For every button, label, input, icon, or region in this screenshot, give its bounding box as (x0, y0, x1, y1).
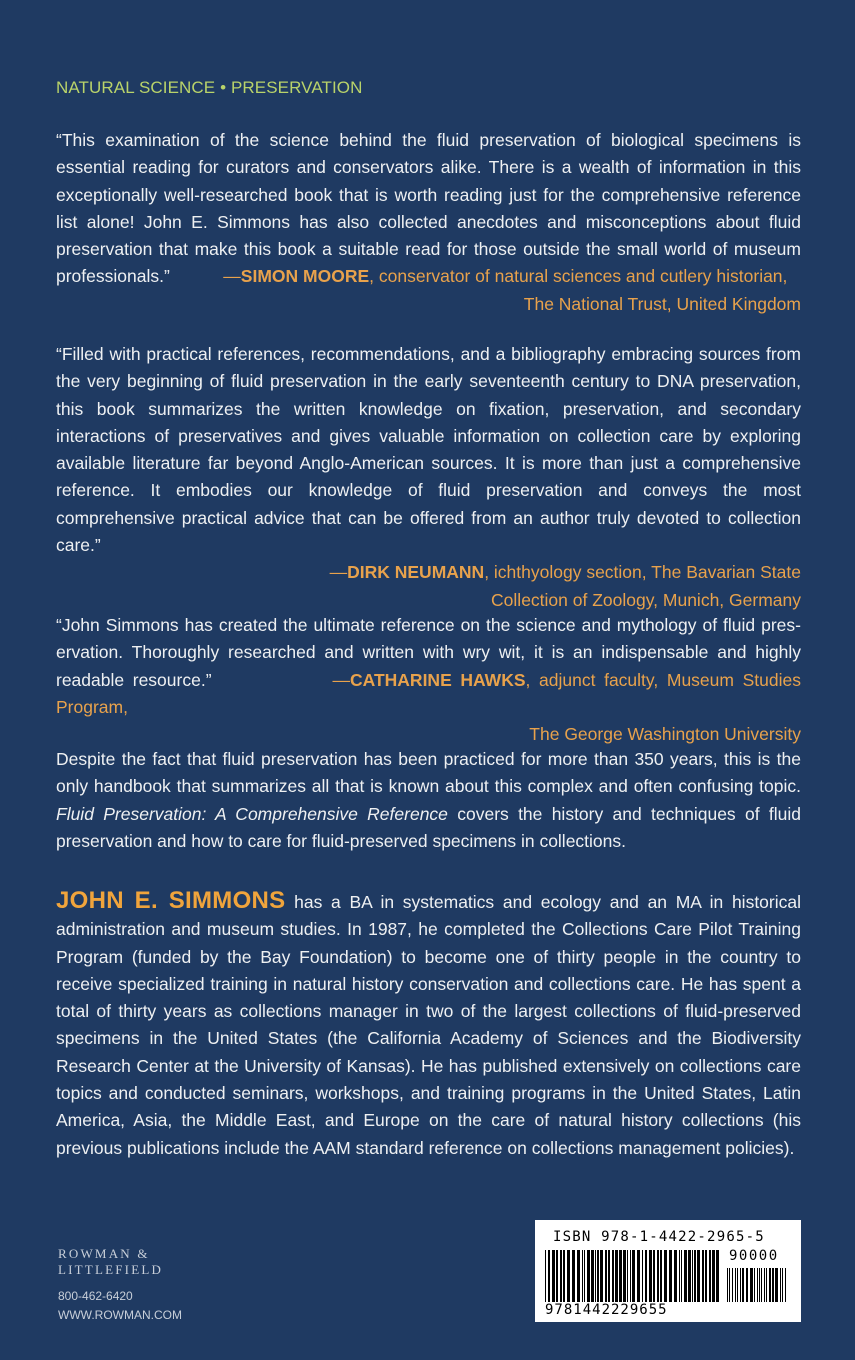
barcode-bar (582, 1250, 583, 1302)
barcode-bar (732, 1268, 733, 1302)
barcode-bar (664, 1250, 667, 1302)
book-title: Fluid Preservation: A Comprehensive Reference (56, 803, 448, 824)
barcode-bar (702, 1250, 704, 1302)
barcode-bar (705, 1250, 707, 1302)
reviewer-org: The National Trust, United Kingdom (523, 293, 801, 314)
barcode-bar (563, 1250, 565, 1302)
reviewer-role: , adjunct faculty, Museum Studies Program, (56, 669, 801, 717)
barcode-bar (552, 1250, 555, 1302)
barcode-bar (577, 1250, 580, 1302)
addon-barcode-bars (727, 1268, 789, 1306)
barcode-bar (766, 1268, 767, 1302)
publisher-logo: ROWMAN & LITTLEFIELD (58, 1246, 164, 1277)
book-description: Despite the fact that fluid preservation has been practiced for more than 350 years, this is the only handbook that summarizes all that is known about this complex and often confusing topic. Fluid Preservation: A Comprehensive Reference covers the history and techniques of fluid preservation and how to care for fluid-preserved specimens in collections. (56, 749, 801, 851)
publisher-contact (58, 1287, 182, 1325)
quote-attribution: —DIRK NEUMANN, ichthyology section, The Bavarian State (329, 562, 801, 583)
barcode-bar (630, 1250, 631, 1302)
ean-number: 9781442229655 (545, 1302, 668, 1318)
barcode-bar (757, 1268, 758, 1302)
isbn-barcode (535, 1220, 801, 1322)
barcode-bar (684, 1250, 687, 1302)
barcode-bar (572, 1250, 575, 1302)
publisher-website: WWW.ROWMAN.COM (58, 1308, 182, 1322)
isbn-number: ISBN 978-1-4422-2965-5 (553, 1229, 765, 1245)
barcode-bar (750, 1268, 753, 1302)
reviewer-name: CATHARINE HAWKS (349, 669, 526, 690)
barcode-bar (587, 1250, 590, 1302)
category-label: NATURAL SCIENCE • PRESERVATION (56, 78, 363, 97)
barcode-bar (615, 1250, 618, 1302)
barcode-bar (759, 1268, 760, 1302)
barcode-bar (688, 1250, 691, 1302)
barcode-bar (597, 1250, 599, 1302)
barcode-bar (556, 1250, 558, 1302)
barcode-bar (674, 1250, 677, 1302)
barcode-bar (632, 1250, 635, 1302)
barcode-bar (679, 1250, 680, 1302)
barcode-bar (692, 1250, 693, 1302)
barcode-bar (775, 1268, 778, 1302)
reviewer-name: SIMON MOORE (240, 266, 370, 287)
barcode-bar (605, 1250, 607, 1302)
quote-text: “This examination of the science behind the fluid preservation of biological specimens is essential reading for curators and conservators alike. There is a wealth of information in this exceptionally well-researched book that is worth reading just for the comprehensive reference list alone! John E. Simmons has also collected anecdotes and misconceptions about fluid preservation that make this book a suitable read for those outside the small world of museum professionals.” (56, 130, 801, 287)
barcode-bar (645, 1250, 647, 1302)
quote-attribution: —CATHARINE HAWKS, adjunct faculty, Museum Studies Program, (56, 669, 801, 717)
price-addon-number: 90000 (729, 1248, 779, 1264)
barcode-bar (782, 1268, 783, 1302)
reviewer-org: The George Washington University (529, 724, 801, 745)
reviewer-role: , conservator of natural sciences and cutlery historian, (369, 266, 788, 287)
barcode-bar (735, 1268, 736, 1302)
barcode-bar (697, 1250, 700, 1302)
reviewer-org: Collection of Zoology, Munich, Germany (491, 589, 801, 610)
ean-barcode-bars (545, 1250, 721, 1306)
barcode-bar (746, 1268, 748, 1302)
barcode-bar (761, 1268, 762, 1302)
bio-text: has a BA in systematics and ecology and an MA in historical administration and museum studies. In 1987, he completed the Collections Care Pilot Training Program (funded by the Bay Foundation) to become one of thirty people in the country to receive specialized training in natural history conservation and collections care. He has spent a total of thirty years as collections manager in two of the largest collections of fluid-preserved specimens in the United States (the California Academy of Sciences and the Biodiversity Research Center at the University of Kansas). He has published extensively on collections care topics and conducted seminars, workshops, and training programs in the United States, Latin America, Asia, the Middle East, and Europe on the care of natural history collections (his previous publications include the AAM standard reference on collections management policies). (56, 892, 802, 1158)
author-bio (56, 887, 801, 1162)
barcode-bar (649, 1250, 652, 1302)
barcode-bar (709, 1250, 711, 1302)
barcode-bar (712, 1250, 715, 1302)
barcode-bar (623, 1250, 626, 1302)
barcode-bar (780, 1268, 781, 1302)
barcode-bar (681, 1250, 682, 1302)
barcode-bar (669, 1250, 672, 1302)
quote-text: “John Simmons has created the ultimate reference on the science and mythology of fluid preservation. Thoroughly researched and written with wry wit, it is an indispensable and highly readable resource.” (56, 615, 801, 690)
review-quote-3 (56, 612, 801, 748)
barcode-bar (737, 1268, 738, 1302)
publisher-phone: 800-462-6420 (58, 1289, 133, 1303)
barcode-bar (729, 1268, 730, 1302)
barcode-bar (619, 1250, 622, 1302)
barcode-bar (591, 1250, 594, 1302)
quote-attribution: —SIMON MOORE, conservator of natural sciences and cutlery historian, (223, 266, 788, 287)
reviewer-name: DIRK NEUMANN (347, 562, 485, 583)
barcode-bar (548, 1250, 550, 1302)
barcode-bar (727, 1268, 728, 1302)
barcode-bar (754, 1268, 755, 1302)
barcode-bar (627, 1250, 628, 1302)
reviewer-role: , ichthyology section, The Bavarian State (484, 562, 801, 583)
review-quote-2 (56, 341, 801, 614)
barcode-bar (772, 1268, 774, 1302)
barcode-bar (642, 1250, 643, 1302)
barcode-bar (694, 1250, 696, 1302)
barcode-bar (657, 1250, 659, 1302)
barcode-bar (716, 1250, 719, 1302)
quote-text: “Filled with practical references, recommendations, and a bibliography embracing sources from the very beginning of fluid preservation in the early seventeenth century to DNA preservation, this book summarizes the written knowledge on fixation, preservation, and secondary interactions of preservatives and gives valuable information on collection care by exploring available literature far beyond Anglo-American sources. It is more than just a comprehensive reference. It embodies our knowledge of fluid preservation and conveys the most comprehensive practical advice that can be offered from an author truly devoted to collection care.” (56, 344, 801, 556)
barcode-bar (560, 1250, 562, 1302)
author-name: JOHN E. SIMMONS (56, 887, 286, 914)
barcode-bar (742, 1268, 744, 1302)
review-quote-1 (56, 127, 801, 318)
barcode-bar (608, 1250, 610, 1302)
barcode-bar (567, 1250, 570, 1302)
barcode-bar (769, 1268, 771, 1302)
barcode-bar (545, 1250, 546, 1302)
barcode-bar (764, 1268, 765, 1302)
barcode-bar (637, 1250, 640, 1302)
barcode-bar (785, 1268, 786, 1302)
barcode-bar (653, 1250, 655, 1302)
barcode-bar (612, 1250, 614, 1302)
barcode-bar (740, 1268, 741, 1302)
barcode-bar (584, 1250, 585, 1302)
barcode-bar (660, 1250, 662, 1302)
barcode-bar (600, 1250, 603, 1302)
barcode-bar (595, 1250, 596, 1302)
